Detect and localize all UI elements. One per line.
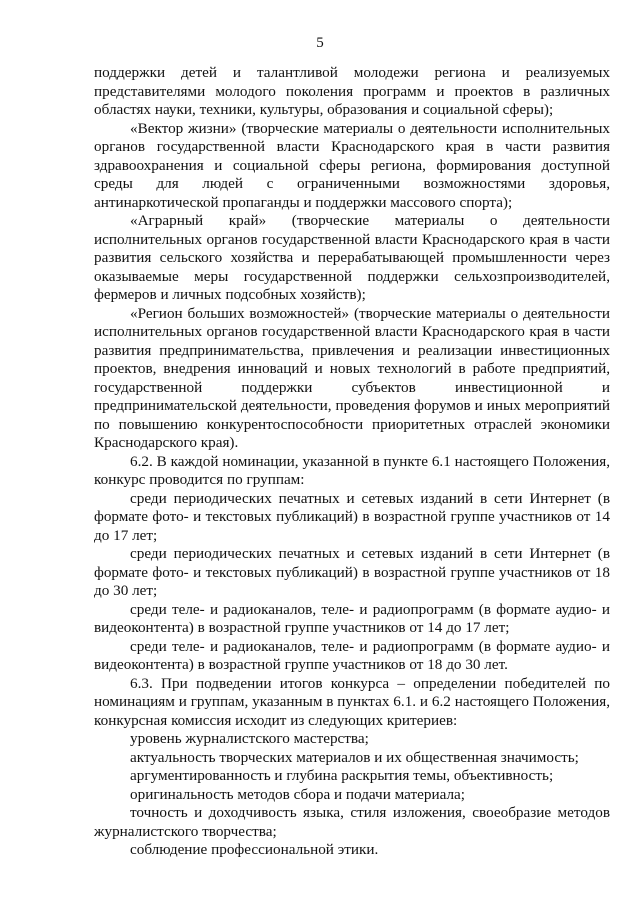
paragraph-section-6-2: 6.2. В каждой номинации, указанной в пункте 6.1 настоящего Положения, конкурс проводится по группам: <box>94 452 610 488</box>
page-number: 5 <box>316 35 324 51</box>
paragraph-region-bolshikh-vozmozhnostey: «Регион больших возможностей» (творческие материалы о деятельности исполнительных органов государственной власти Краснодарского края в части развития предпринимательства, привлечения и реализации инвестиционных проектов, внедрения инноваций и новых технологий в работе предприятий, государственной поддержки субъектов инвестиционной и предпринимательской деятельности, проведения форумов и иных мероприятий по повышению конкурентоспособности приоритетных отраслей экономики Краснодарского края). <box>94 304 610 451</box>
list-item-print-18-30: среди периодических печатных и сетевых изданий в сети Интернет (в формате фото- и текстовых публикаций) в возрастной группе участников от 18 до 30 лет; <box>94 545 610 599</box>
criterion-professional-ethics: соблюдение профессиональной этики. <box>130 841 379 858</box>
criterion-relevance: актуальность творческих материалов и их общественная значимость; <box>130 748 579 766</box>
list-item-print-14-17: среди периодических печатных и сетевых изданий в сети Интернет (в формате фото- и текстовых публикаций) в возрастной группе участников от 14 до 17 лет; <box>94 489 610 544</box>
list-item-tv-radio-18-30: среди теле- и радиоканалов, теле- и радиопрограмм (в формате аудио- и видеоконтента) в возрастной группе участников от 18 до 30 лет. <box>94 637 610 673</box>
document-body <box>94 64 610 860</box>
criterion-journalism-skill: уровень журналистского мастерства; <box>130 730 369 747</box>
paragraph-section-6-3: 6.3. При подведении итогов конкурса – определении победителей по номинациям и группам, указанным в пунктах 6.1. и 6.2 настоящего Положения, конкурсная комиссия исходит из следующих критериев: <box>94 674 610 729</box>
list-item-tv-radio-14-17: среди теле- и радиоканалов, теле- и радиопрограмм (в формате аудио- и видеоконтента) в возрастной группе участников от 14 до 17 лет; <box>94 600 610 636</box>
paragraph-agrarny-krai: «Аграрный край» (творческие материалы о деятельности исполнительных органов государственной власти Краснодарского края в части развития сельского хозяйства и перерабатывающей промышленности через оказываемые меры государственной поддержки сельхозпроизводителей, фермеров и личных подсобных хозяйств); <box>94 212 610 303</box>
criterion-language-style: точность и доходчивость языка, стиля изложения, своеобразие методов журналистского творчества; <box>94 804 610 840</box>
paragraph-youth-support-continued: поддержки детей и талантливой молодежи региона и реализуемых представителями молодого поколения программ и проектов в различных областях науки, техники, культуры, образования и социальной сферы); <box>94 64 610 118</box>
criterion-originality: оригинальность методов сбора и подачи материала; <box>130 785 465 803</box>
paragraph-vector-zhizni: «Вектор жизни» (творческие материалы о деятельности исполнительных органов государственной власти Краснодарского края в части развития здравоохранения и социальной сферы региона, формирования доступной среды для людей с ограниченными возможностями здоровья, антинаркотической пропаганды и поддержки массового спорта); <box>94 119 610 211</box>
criterion-argumentation: аргументированность и глубина раскрытия темы, объективность; <box>130 767 554 784</box>
